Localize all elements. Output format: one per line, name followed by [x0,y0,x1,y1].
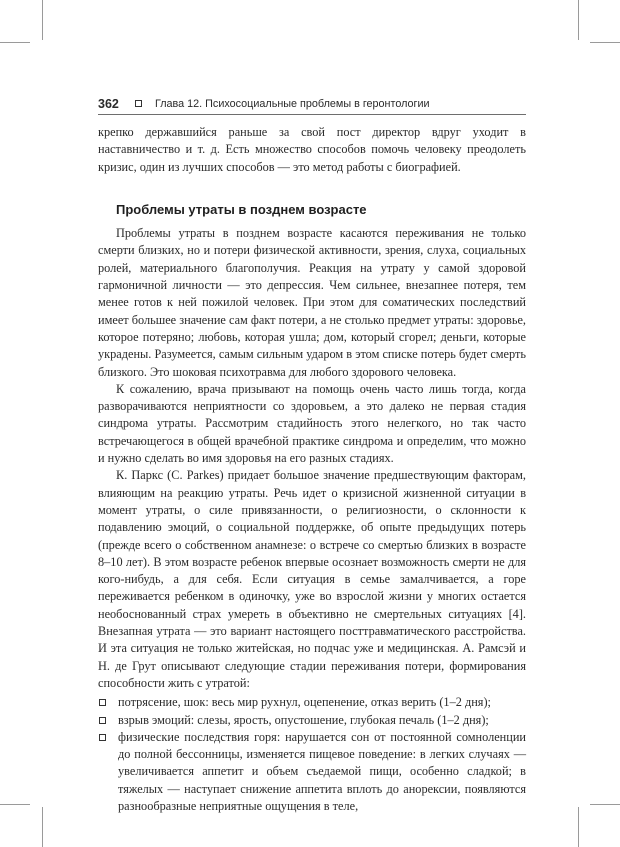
crop-mark [578,0,579,40]
page-body [98,124,526,815]
intro-paragraph: крепко державшийся раньше за свой пост директор вдруг уходит в наставничество и т. д. Есть множество способов помочь человеку преодолеть кризис, один из лучших способов — это метод работы с биографией. [98,125,526,174]
crop-mark [590,42,620,43]
list-item-text: взрыв эмоций: слезы, ярость, опустошение, глубокая печаль (1–2 дня); [118,712,489,727]
section-heading: Проблемы утраты в позднем возрасте [116,201,367,217]
list-item-text: физические последствия горя: нарушается сон от постоянной сомноленции до полной бессонницы, изменяется пищевое поведение: в легких случаях — увеличивается аппетит и объем съедаемой пищи, особенно сладкой; в тяжелых — наступает снижение аппетита вплоть до анорексии, появляются разнообразные неприятные ощущения в теле, [118,729,526,813]
crop-mark [578,807,579,847]
paragraph: К сожалению, врача призывают на помощь очень часто лишь тогда, когда разворачиваются неприятности со здоровьем, а это далеко не первая стадия синдрома утраты. Рассмотрим стадийность этого нелегкого, но так часто встречающегося в общей врачебной практике синдрома и определим, что можно и нужно сделать во имя здоровья на его разных стадиях. [98,381,526,466]
chapter-title: Глава 12. Психосоциальные проблемы в геронтологии [155,98,430,110]
paragraph: Проблемы утраты в позднем возрасте касаются переживания не только смерти близких, но и потери физической активности, зрения, слуха, социальных ролей, материального благополучия. Реакция на утрату у самой здоровой гармоничной личности — это депрессия. Чем сильнее, внезапнее потеря, тем менее готов к ней пожилой человек. При этом для соматических последствий имеет большее значение сам факт потери, а не столько предмет утраты: здоровье, которое потеряно; любовь, которая ушла; дом, который сгорел; деньги, которые украдены. Разумеется, самым сильным ударом в этом списке потерь будет смерть близкого. Это шоковая психотравма для любого здорового человека. [98,226,526,379]
list-item-text: потрясение, шок: весь мир рухнул, оцепенение, отказ верить (1–2 дня); [118,695,491,710]
crop-mark [42,0,43,40]
square-bullet-icon [99,717,106,724]
page-number: 362 [98,97,119,111]
paragraph: К. Паркс (C. Parkes) придает большое значение предшествующим факторам, влияющим на реакцию утраты. Речь идет о кризисной жизненной ситуации в момент утраты, о силе привязанности, о религиозности, о склонности к подавлению эмоций, о социальной поддержке, об опыте предыдущих потерь (прежде всего о собственном анамнезе: о встрече со смертью близких в возрасте 8–10 лет). В этом возрасте ребенок впервые осознает возможность смерти не для кого-нибудь, а для себя. Если ситуация в семье замалчивается, а горе переживается ребенком в одиночку, уже во взрослой жизни у многих остается необоснованный страх умереть в объективно не смертельных ситуациях [4]. Внезапная утрата — это вариант настоящего посттравматического расстройства. И эта ситуация не только житейская, но подчас уже и медицинская. А. Рамсэй и Н. де Грут описывают следующие стадии переживания потери, формирования способности жить с утратой: [98,468,526,690]
square-bullet-icon [99,734,106,741]
list-item [98,729,526,815]
square-bullet-icon [135,100,142,107]
stages-list [98,694,526,815]
crop-mark [0,804,30,805]
crop-mark [0,42,30,43]
crop-mark [42,807,43,847]
list-item [98,712,526,729]
running-header [98,96,526,115]
crop-mark [590,804,620,805]
square-bullet-icon [99,699,106,706]
list-item [98,694,526,711]
